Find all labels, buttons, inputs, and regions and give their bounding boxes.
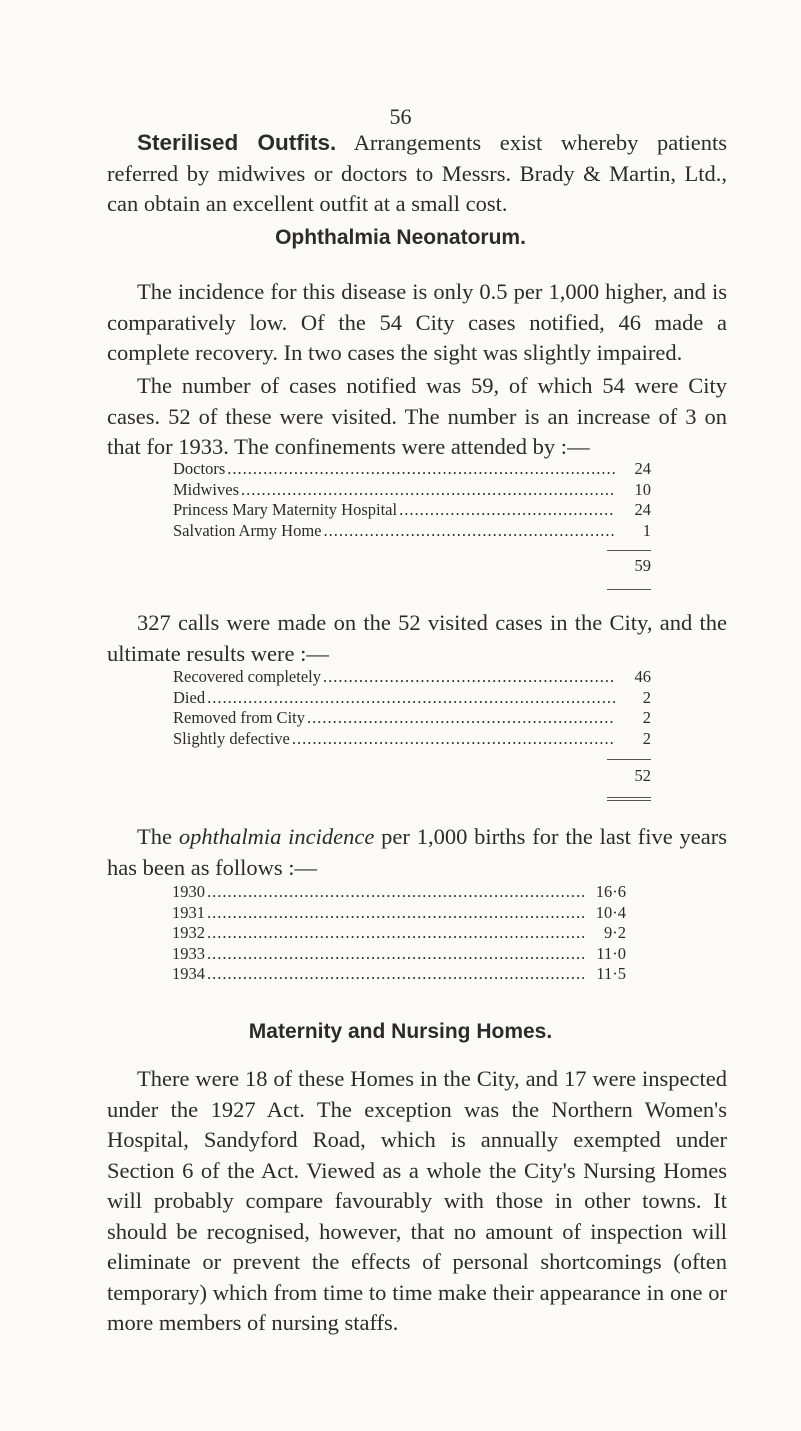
row-label: Slightly defective	[173, 728, 290, 748]
table-row	[173, 708, 651, 729]
ophthalmia-paragraph-4	[107, 822, 727, 883]
results-table	[173, 667, 651, 749]
attended-total: 59	[634, 556, 651, 575]
table-row	[172, 964, 626, 985]
row-label: Died	[173, 687, 206, 707]
incidence-table	[172, 882, 626, 985]
row-value: 2	[642, 687, 651, 707]
row-label: Doctors	[173, 459, 226, 478]
row-year: 1933	[172, 943, 205, 963]
sum-rule	[607, 759, 651, 760]
table-row	[173, 459, 651, 480]
para4-text-start: The	[137, 824, 172, 849]
row-value: 46	[634, 667, 651, 686]
sum-rule	[607, 589, 651, 590]
table-row	[173, 500, 651, 521]
row-value: 10	[634, 479, 651, 499]
row-value: 11·0	[596, 943, 626, 963]
sterilised-outfits-text: Arrangements exist whereby patients referred by midwives or doctors to Messrs. Brady & Martin, Ltd., can obtain an excellent outfit at a small cost.	[107, 130, 727, 216]
maternity-heading: Maternity and Nursing Homes.	[248, 1020, 553, 1043]
row-value: 9·2	[604, 923, 626, 942]
ophthalmia-paragraph-1: The incidence for this disease is only 0.5 per 1,000 higher, and is comparatively low. Of the 54 City cases notified, 46 made a complete recovery. In two cases the sight was slightly impaired.	[107, 279, 727, 365]
row-year: 1931	[172, 902, 205, 922]
row-label: Recovered completely	[173, 667, 321, 686]
para4-text-end: per 1,000 births for the last five years has been as follows :—	[107, 824, 727, 880]
sum-rule	[607, 797, 651, 798]
sum-rule	[607, 550, 651, 551]
table-row	[173, 521, 651, 542]
row-label: Midwives	[173, 479, 239, 499]
maternity-paragraph: There were 18 of these Homes in the City, and 17 were inspected under the 1927 Act. The exception was the Northern Women's Hospital, Sandyford Road, which is annually exempted under Section 6 of the Act. Viewed as a whole the City's Nursing Homes will probably compare favourably with those in other towns. It should be recognised, however, that no amount of inspection will eliminate or prevent the effects of personal shortcomings (often temporary) which from time to time make their appearance in one or more members of nursing staffs.	[107, 1066, 727, 1335]
table-row	[173, 688, 651, 709]
table-row	[172, 882, 626, 903]
row-value: 2	[642, 708, 651, 727]
sum-rule	[607, 800, 651, 801]
ophthalmia-paragraph-2: The number of cases notified was 59, of which 54 were City cases. 52 of these were visited. The number is an increase of 3 on that for 1933. The confinements were attended by :—	[107, 373, 727, 459]
table-row	[173, 667, 651, 688]
row-value: 24	[634, 459, 651, 478]
row-value: 16·6	[595, 882, 626, 901]
table-row	[173, 480, 651, 501]
sterilised-outfits-paragraph	[107, 128, 727, 220]
results-total: 52	[634, 766, 651, 785]
row-label: Princess Mary Maternity Hospital	[173, 500, 398, 519]
row-value: 2	[642, 728, 651, 748]
row-value: 24	[634, 500, 651, 519]
para4-italic-term: ophthalmia incidence	[178, 824, 375, 849]
row-year: 1932	[172, 923, 205, 942]
table-row	[172, 923, 626, 944]
sterilised-outfits-heading: Sterilised Outfits.	[137, 130, 337, 155]
row-year: 1930	[172, 882, 205, 901]
row-value: 10·4	[595, 902, 626, 922]
table-row	[173, 729, 651, 750]
row-year: 1934	[172, 964, 205, 983]
page-number: 56	[389, 104, 412, 129]
ophthalmia-paragraph-3: 327 calls were made on the 52 visited cases in the City, and the ultimate results were :—	[107, 610, 727, 666]
ophthalmia-heading: Ophthalmia Neonatorum.	[275, 226, 526, 249]
table-row	[172, 944, 626, 965]
row-label: Salvation Army Home	[173, 520, 322, 540]
row-value: 11·5	[596, 964, 626, 983]
attended-by-table	[173, 459, 651, 541]
table-row	[172, 903, 626, 924]
row-value: 1	[642, 520, 651, 540]
row-label: Removed from City	[173, 708, 305, 727]
